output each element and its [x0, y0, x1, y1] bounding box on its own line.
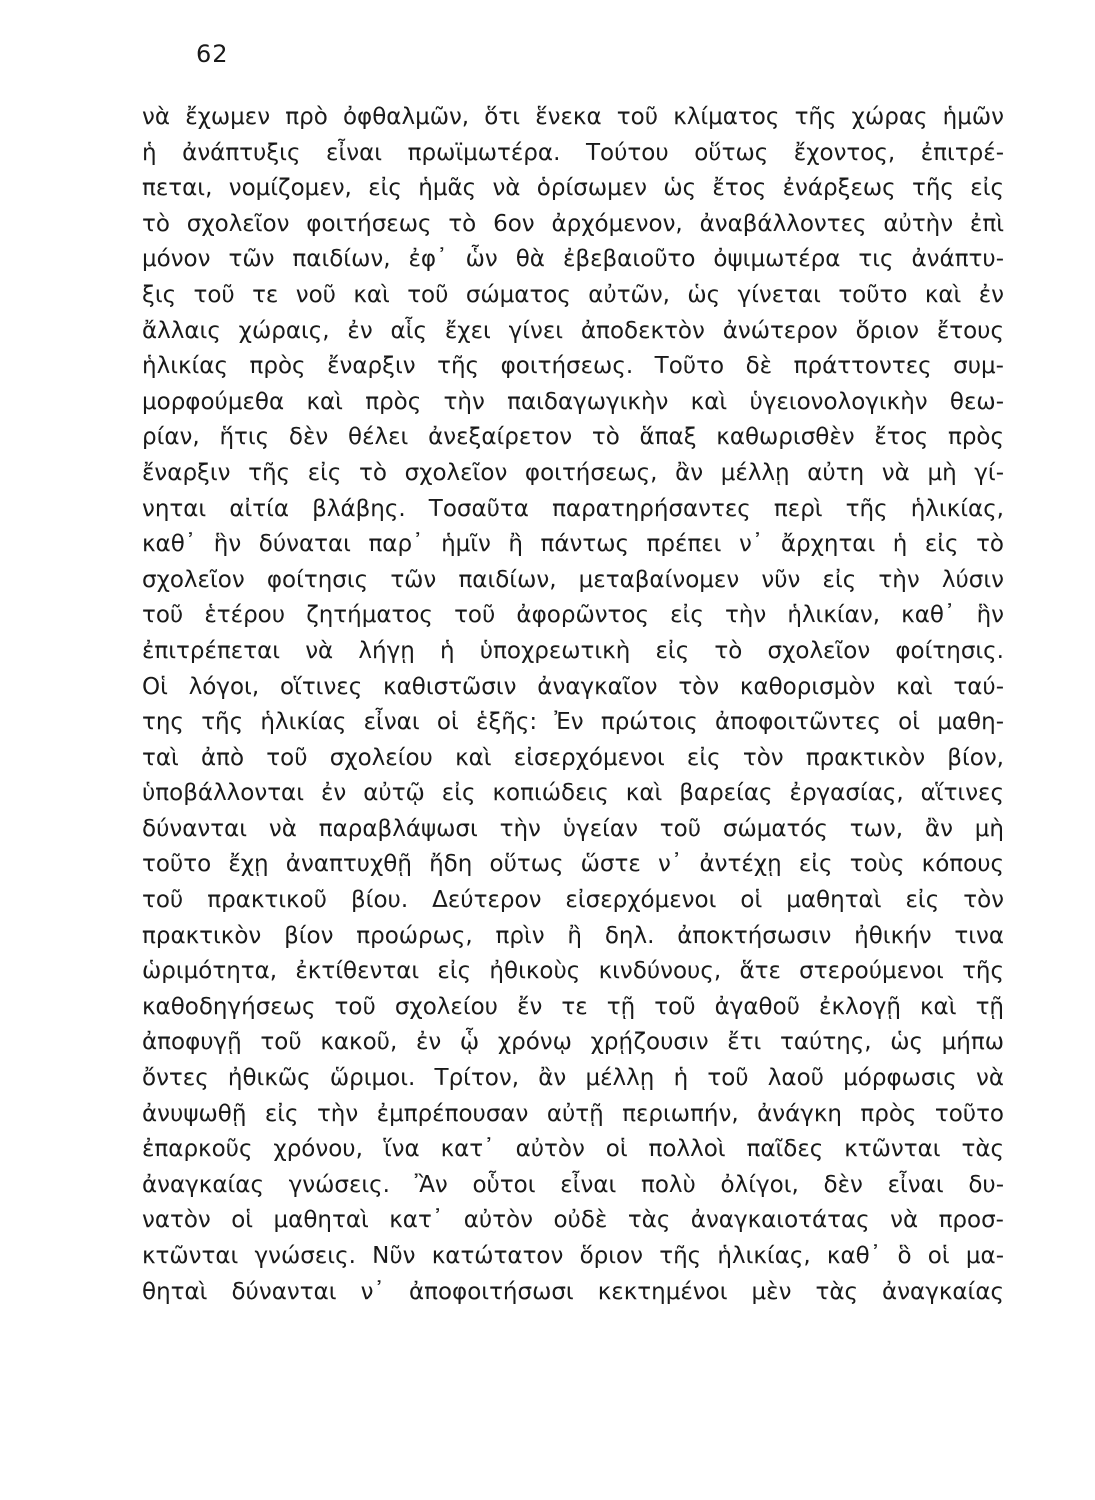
text-line: τοῦτο ἔχῃ ἀναπτυχθῇ ἤδη οὕτως ὥστε ν᾽ ἀντέχῃ εἰς τοὺς κόπους	[142, 851, 1004, 878]
text-line: ἡ ἀνάπτυξις εἶναι πρωϊμωτέρα. Τούτου οὕτως ἔχοντος, ἐπιτρέ-	[142, 139, 1004, 166]
text-line: τοῦ πρακτικοῦ βίου. Δεύτερον εἰσερχόμενοι οἱ μαθηταὶ εἰς τὸν	[142, 887, 1004, 914]
text-line: νατὸν οἱ μαθηταὶ κατ᾽ αὐτὸν οὐδὲ τὰς ἀναγκαιοτάτας νὰ προσ-	[142, 1207, 1004, 1234]
text-line: καθ᾽ ἣν δύναται παρ᾽ ἡμῖν ἢ πάντως πρέπει ν᾽ ἄρχηται ἡ εἰς τὸ	[142, 531, 1004, 558]
text-line: ρίαν, ἥτις δὲν θέλει ἀνεξαίρετον τὸ ἅπαξ καθωρισθὲν ἔτος πρὸς	[142, 424, 1004, 451]
text-line: δύνανται νὰ παραβλάψωσι τὴν ὑγείαν τοῦ σώματός των, ἂν μὴ	[142, 815, 1004, 842]
text-line: ὡριμότητα, ἐκτίθενται εἰς ἠθικοὺς κινδύνους, ἅτε στερούμενοι τῆς	[142, 958, 1004, 985]
text-line: κτῶνται γνώσεις. Νῦν κατώτατον ὅριον τῆς ἡλικίας, καθ᾽ ὃ οἱ μα-	[142, 1243, 1004, 1269]
text-line: νηται αἰτία βλάβης. Τοσαῦτα παρατηρήσαντες περὶ τῆς ἡλικίας,	[142, 495, 1004, 522]
text-line: πεται, νομίζομεν, εἰς ἡμᾶς νὰ ὁρίσωμεν ὡς ἔτος ἐνάρξεως τῆς εἰς	[142, 175, 1004, 202]
text-line: ἀνυψωθῇ εἰς τὴν ἐμπρέπουσαν αὐτῇ περιωπήν, ἀνάγκη πρὸς τοῦτο	[142, 1100, 1004, 1127]
text-line: ἐπαρκοῦς χρόνου, ἵνα κατ᾽ αὐτὸν οἱ πολλοὶ παῖδες κτῶνται τὰς	[142, 1136, 1004, 1163]
text-line: ἀναγκαίας γνώσεις. Ἂν οὗτοι εἶναι πολὺ ὀλίγοι, δὲν εἶναι δυ-	[142, 1171, 1004, 1198]
text-line: νὰ ἔχωμεν πρὸ ὀφθαλμῶν, ὅτι ἕνεκα τοῦ κλίματος τῆς χώρας ἡμῶν	[142, 104, 1004, 130]
text-line: ὑποβάλλονται ἐν αὐτῷ εἰς κοπιώδεις καὶ βαρείας ἐργασίας, αἵτινες	[142, 780, 1004, 807]
text-line: τοῦ ἑτέρου ζητήματος τοῦ ἀφορῶντος εἰς τὴν ἡλικίαν, καθ᾽ ἣν	[142, 602, 1004, 629]
text-line: της τῆς ἡλικίας εἶναι οἱ ἑξῆς: Ἐν πρώτοις ἀποφοιτῶντες οἱ μαθη-	[142, 709, 1004, 736]
text-line: σχολεῖον φοίτησις τῶν παιδίων, μεταβαίνομεν νῦν εἰς τὴν λύσιν	[142, 566, 1004, 593]
text-line: θηταὶ δύνανται ν᾽ ἀποφοιτήσωσι κεκτημένοι μὲν τὰς ἀναγκαίας	[142, 1278, 1004, 1305]
text-line: ἡλικίας πρὸς ἔναρξιν τῆς φοιτήσεως. Τοῦτο δὲ πράττοντες συμ-	[142, 353, 1004, 380]
text-line: ἀποφυγῇ τοῦ κακοῦ, ἐν ᾧ χρόνῳ χρῄζουσιν ἔτι ταύτης, ὡς μήπω	[142, 1029, 1004, 1056]
text-line: ἄλλαις χώραις, ἐν αἷς ἔχει γίνει ἀποδεκτὸν ἀνώτερον ὅριον ἔτους	[142, 317, 1004, 344]
text-line: ταὶ ἀπὸ τοῦ σχολείου καὶ εἰσερχόμενοι εἰς τὸν πρακτικὸν βίον,	[142, 744, 1004, 771]
text-line: μόνον τῶν παιδίων, ἐφ᾽ ὧν θὰ ἐβεβαιοῦτο ὀψιμωτέρα τις ἀνάπτυ-	[142, 246, 1004, 273]
text-line: ἐπιτρέπεται νὰ λήγῃ ἡ ὑποχρεωτικὴ εἰς τὸ σχολεῖον φοίτησις.	[142, 637, 1004, 664]
text-line: καθοδηγήσεως τοῦ σχολείου ἔν τε τῇ τοῦ ἀγαθοῦ ἐκλογῇ καὶ τῇ	[142, 993, 1004, 1020]
text-line: ξις τοῦ τε νοῦ καὶ τοῦ σώματος αὐτῶν, ὡς γίνεται τοῦτο καὶ ἐν	[142, 281, 1004, 308]
body-text	[142, 100, 1004, 1310]
text-line: ὄντες ἠθικῶς ὥριμοι. Τρίτον, ἂν μέλλῃ ἡ τοῦ λαοῦ μόρφωσις νὰ	[142, 1065, 1004, 1092]
page-number: 62	[196, 40, 229, 68]
text-line: ἔναρξιν τῆς εἰς τὸ σχολεῖον φοιτήσεως, ἂν μέλλῃ αὐτη νὰ μὴ γί-	[142, 459, 1004, 486]
text-line: Οἱ λόγοι, οἵτινες καθιστῶσιν ἀναγκαῖον τὸν καθορισμὸν καὶ ταύ-	[142, 673, 1004, 700]
text-line: τὸ σχολεῖον φοιτήσεως τὸ 6ον ἀρχόμενον, ἀναβάλλοντες αὐτὴν ἐπὶ	[142, 210, 1004, 237]
text-line: μορφούμεθα καὶ πρὸς τὴν παιδαγωγικὴν καὶ ὑγειονολογικὴν θεω-	[142, 388, 1004, 415]
text-line: πρακτικὸν βίον προώρως, πρὶν ἢ δηλ. ἀποκτήσωσιν ἠθικήν τινα	[142, 922, 1004, 949]
